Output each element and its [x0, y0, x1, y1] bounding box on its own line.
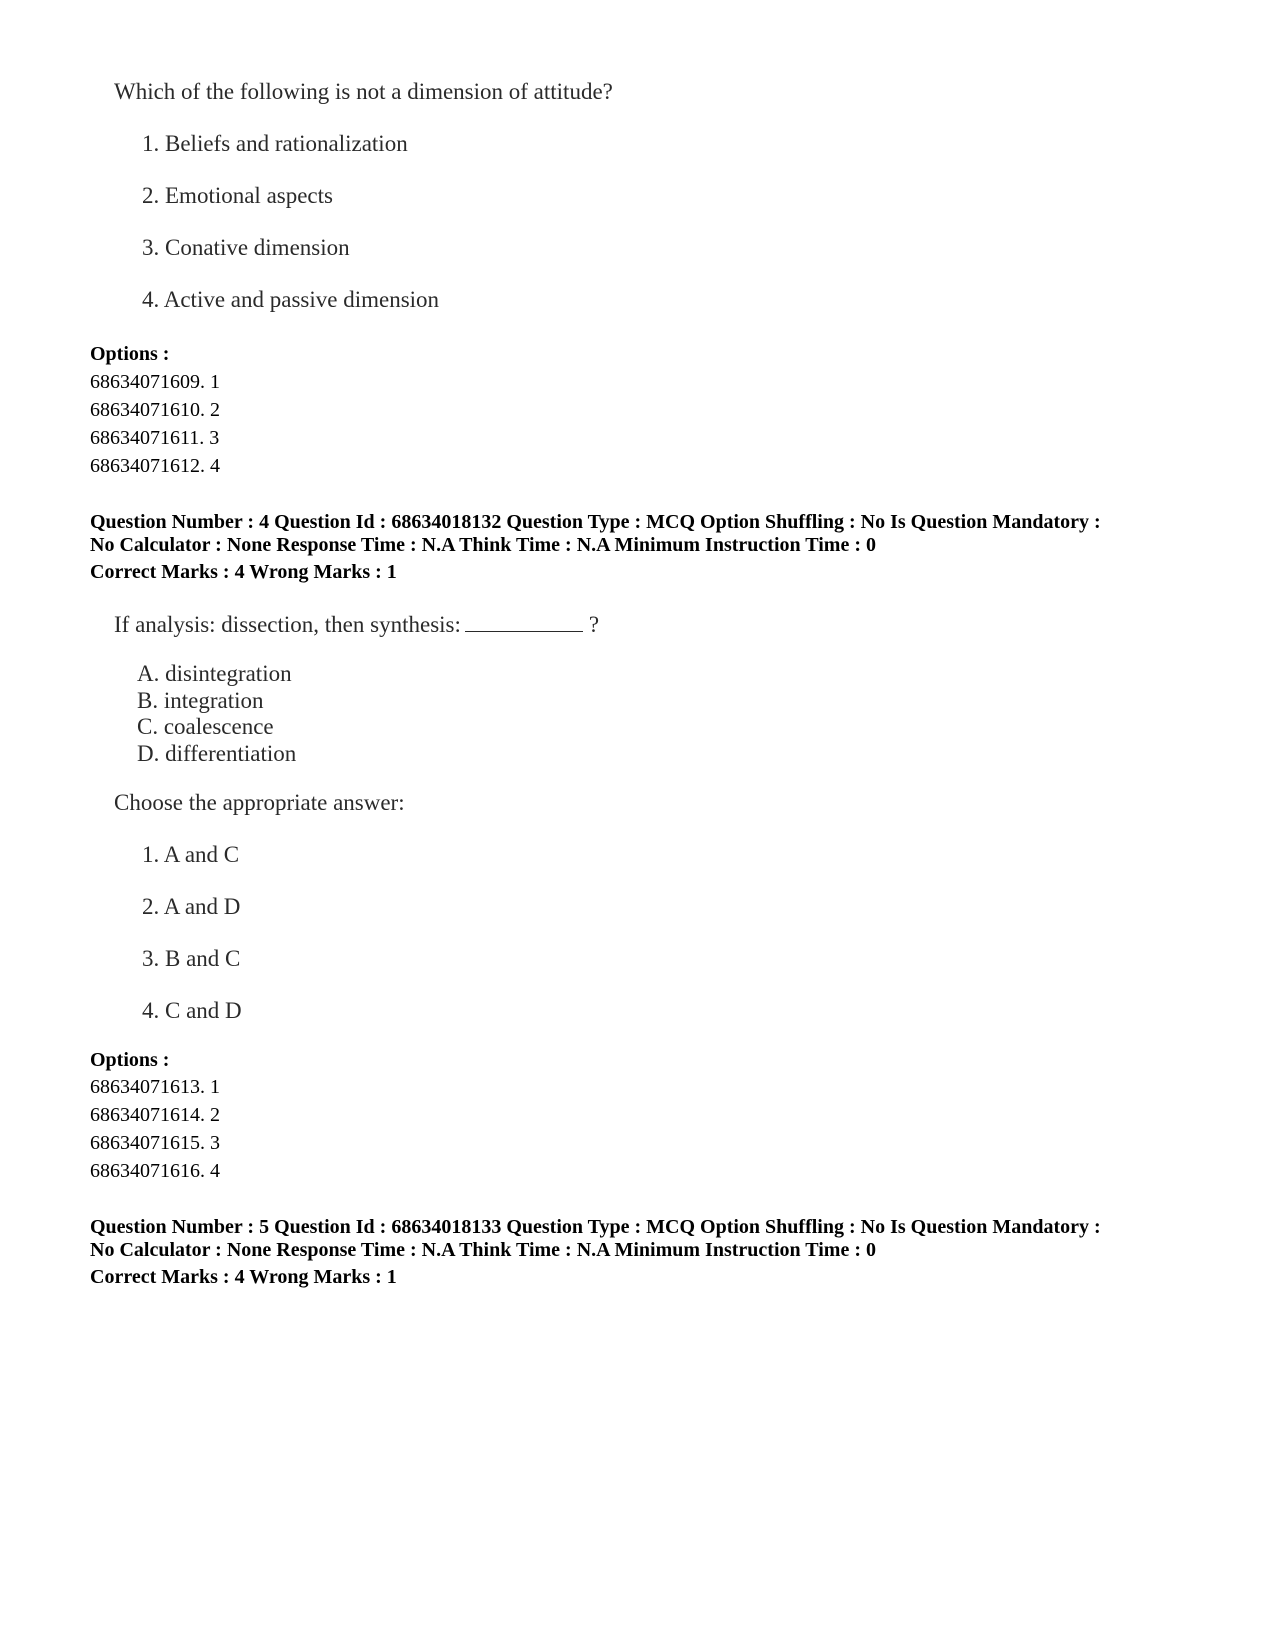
q4-meta-line-1: Question Number : 4 Question Id : 68634018132 Question Type : MCQ Option Shuffling : No Is Question Mandatory : — [90, 511, 1101, 533]
q4-question-text — [114, 611, 599, 638]
q4-question-prefix: If analysis: dissection, then synthesis: — [114, 612, 461, 637]
q4-item-b: B. integration — [137, 688, 264, 713]
q4-choice-3: 3. B and C — [142, 946, 241, 971]
q4-meta-line-2: No Calculator : None Response Time : N.A Think Time : N.A Minimum Instruction Time : 0 — [90, 534, 876, 556]
q4-item-d: D. differentiation — [137, 741, 297, 766]
q4-instruction: Choose the appropriate answer: — [114, 790, 405, 815]
q3-choice-2: 2. Emotional aspects — [142, 183, 333, 208]
q5-meta-line-2: No Calculator : None Response Time : N.A Think Time : N.A Minimum Instruction Time : 0 — [90, 1239, 876, 1261]
q4-marks-line: Correct Marks : 4 Wrong Marks : 1 — [90, 561, 397, 583]
q4-option-1: 68634071613. 1 — [90, 1076, 220, 1098]
q3-option-1: 68634071609. 1 — [90, 371, 220, 393]
q3-choice-4: 4. Active and passive dimension — [142, 287, 440, 312]
answer-blank — [465, 611, 583, 632]
q4-item-a: A. disintegration — [137, 661, 292, 686]
q5-meta-line-1: Question Number : 5 Question Id : 68634018133 Question Type : MCQ Option Shuffling : No Is Question Mandatory : — [90, 1216, 1101, 1238]
q4-choice-4: 4. C and D — [142, 998, 242, 1023]
q5-marks-line: Correct Marks : 4 Wrong Marks : 1 — [90, 1266, 397, 1288]
q4-option-2: 68634071614. 2 — [90, 1104, 220, 1126]
q4-options-label: Options : — [90, 1049, 170, 1071]
q4-choice-2: 2. A and D — [142, 894, 241, 919]
q3-question-text: Which of the following is not a dimension of attitude? — [114, 79, 613, 104]
q3-option-3: 68634071611. 3 — [90, 427, 220, 449]
q4-option-4: 68634071616. 4 — [90, 1160, 220, 1182]
q4-item-c: C. coalescence — [137, 714, 274, 739]
q3-option-2: 68634071610. 2 — [90, 399, 220, 421]
q3-choice-1: 1. Beliefs and rationalization — [142, 131, 408, 156]
q3-option-4: 68634071612. 4 — [90, 455, 220, 477]
q4-choice-1: 1. A and C — [142, 842, 240, 867]
q4-question-suffix: ? — [588, 612, 600, 637]
q4-option-3: 68634071615. 3 — [90, 1132, 220, 1154]
q3-choice-3: 3. Conative dimension — [142, 235, 350, 260]
q3-options-label: Options : — [90, 343, 170, 365]
